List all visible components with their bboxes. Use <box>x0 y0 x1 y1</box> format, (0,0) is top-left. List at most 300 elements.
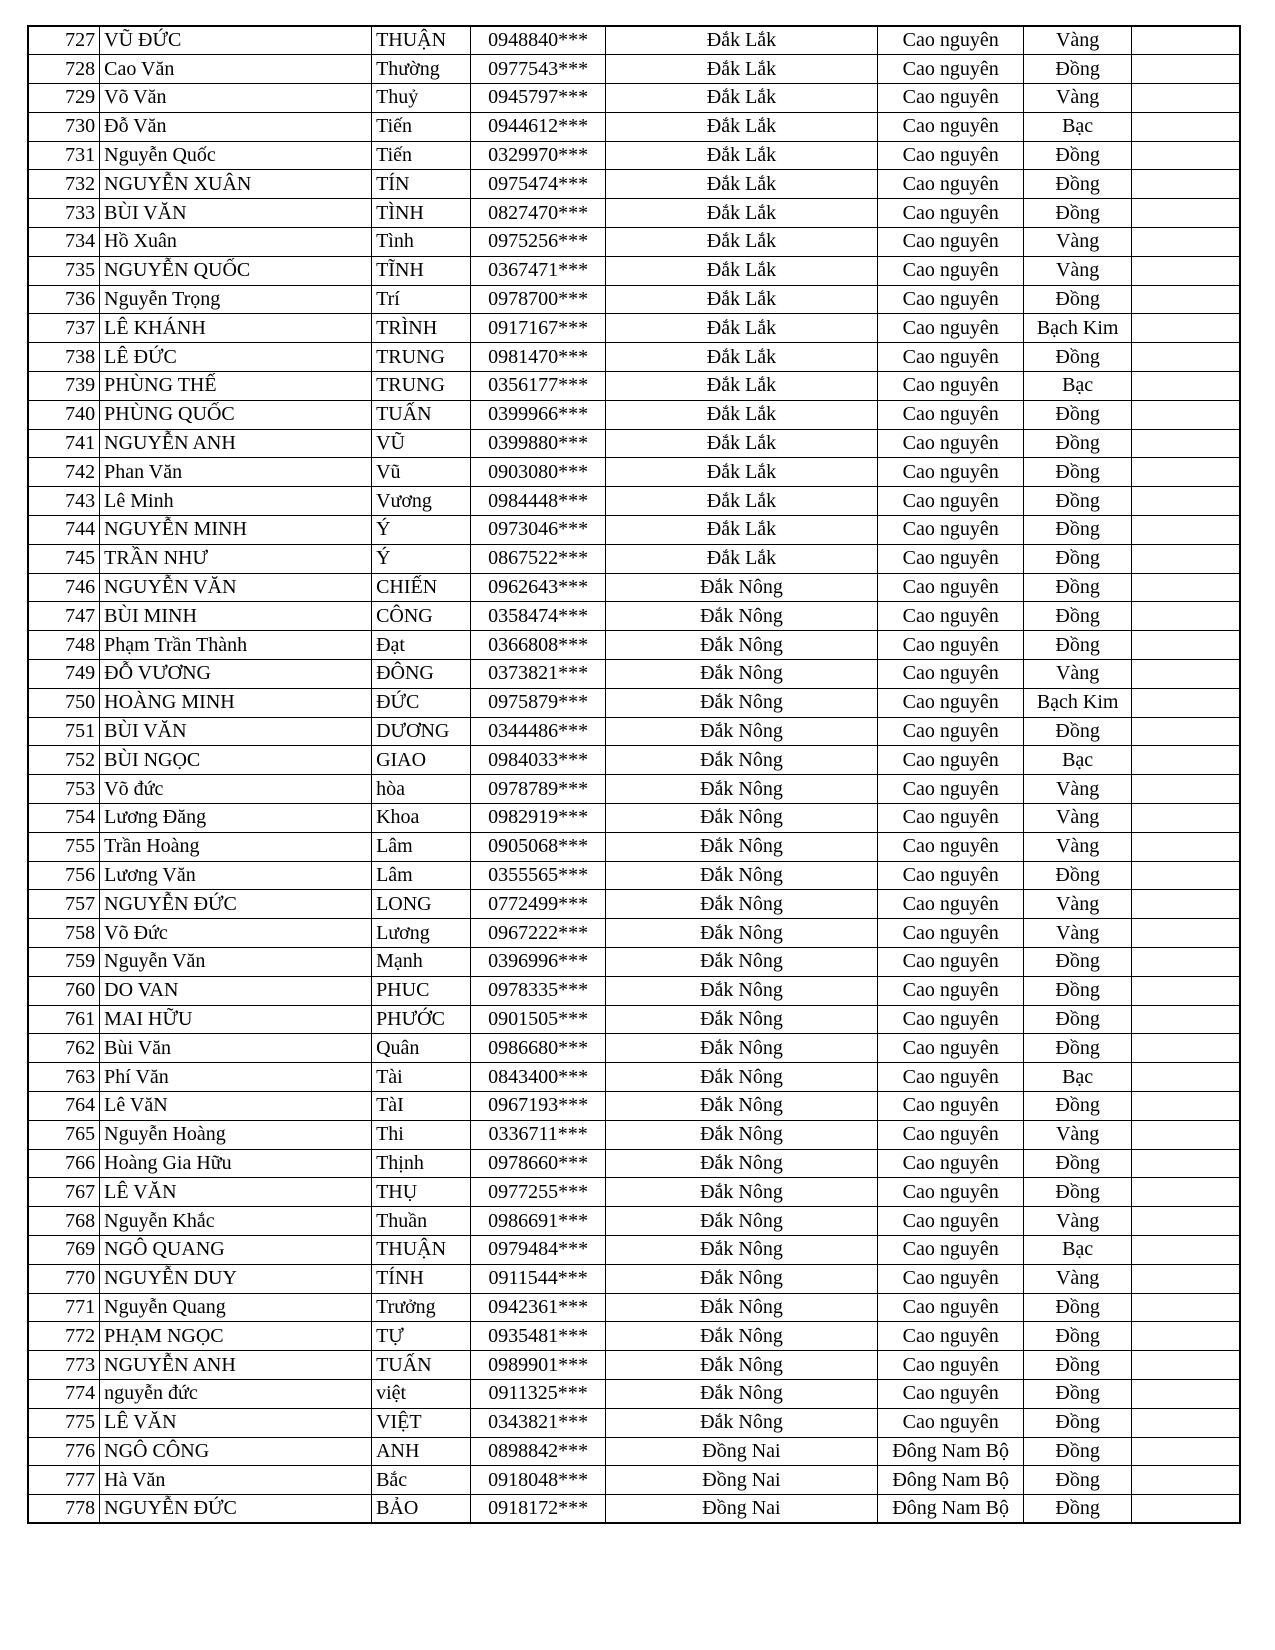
rank-cell: Bạc <box>1024 746 1131 775</box>
rank-cell: Vàng <box>1024 1120 1131 1149</box>
rank-cell: Đồng <box>1024 861 1131 890</box>
note-cell <box>1131 228 1240 257</box>
family-middle-name-cell: NGUYỄN XUÂN <box>100 170 372 199</box>
province-cell: Đồng Nai <box>606 1437 878 1466</box>
family-middle-name-cell: PHÙNG QUỐC <box>100 400 372 429</box>
table-row <box>28 746 1240 775</box>
phone-number-cell: 0979484*** <box>471 1235 606 1264</box>
province-cell: Đắk Nông <box>606 1379 878 1408</box>
family-middle-name-cell: VŨ ĐỨC <box>100 26 372 55</box>
phone-number-cell: 0367471*** <box>471 256 606 285</box>
note-cell <box>1131 832 1240 861</box>
family-middle-name-cell: Võ Văn <box>100 84 372 113</box>
given-name-cell: TàI <box>372 1091 471 1120</box>
note-cell <box>1131 1408 1240 1437</box>
province-cell: Đắk Nông <box>606 919 878 948</box>
table-row <box>28 688 1240 717</box>
family-middle-name-cell: TRẦN NHƯ <box>100 544 372 573</box>
note-cell <box>1131 1293 1240 1322</box>
given-name-cell: Thường <box>372 55 471 84</box>
family-middle-name-cell: Nguyễn Trọng <box>100 285 372 314</box>
table-row <box>28 804 1240 833</box>
table-row <box>28 573 1240 602</box>
rank-cell: Bạch Kim <box>1024 688 1131 717</box>
province-cell: Đắk Nông <box>606 1034 878 1063</box>
province-cell: Đắk Nông <box>606 1235 878 1264</box>
table-row <box>28 1005 1240 1034</box>
region-cell: Cao nguyên <box>877 1408 1023 1437</box>
given-name-cell: THUẬN <box>372 1235 471 1264</box>
given-name-cell: Lâm <box>372 861 471 890</box>
province-cell: Đắk Lắk <box>606 26 878 55</box>
note-cell <box>1131 1235 1240 1264</box>
rank-cell: Đồng <box>1024 55 1131 84</box>
table-row <box>28 1495 1240 1524</box>
table-row <box>28 84 1240 113</box>
row-number-cell: 743 <box>28 487 100 516</box>
given-name-cell: Tiến <box>372 141 471 170</box>
given-name-cell: Quân <box>372 1034 471 1063</box>
province-cell: Đắk Lắk <box>606 55 878 84</box>
family-middle-name-cell: Phan Văn <box>100 458 372 487</box>
rank-cell: Đồng <box>1024 1437 1131 1466</box>
phone-number-cell: 0944612*** <box>471 112 606 141</box>
family-middle-name-cell: nguyễn đức <box>100 1379 372 1408</box>
row-number-cell: 753 <box>28 775 100 804</box>
region-cell: Cao nguyên <box>877 199 1023 228</box>
table-row <box>28 602 1240 631</box>
phone-number-cell: 0843400*** <box>471 1063 606 1092</box>
family-middle-name-cell: BÙI NGỌC <box>100 746 372 775</box>
given-name-cell: TÍNH <box>372 1264 471 1293</box>
note-cell <box>1131 1322 1240 1351</box>
phone-number-cell: 0982919*** <box>471 804 606 833</box>
region-cell: Cao nguyên <box>877 660 1023 689</box>
table-row <box>28 1235 1240 1264</box>
family-middle-name-cell: Nguyễn Hoàng <box>100 1120 372 1149</box>
given-name-cell: TÌNH <box>372 199 471 228</box>
phone-number-cell: 0977543*** <box>471 55 606 84</box>
region-cell: Cao nguyên <box>877 372 1023 401</box>
phone-number-cell: 0975256*** <box>471 228 606 257</box>
note-cell <box>1131 1495 1240 1524</box>
phone-number-cell: 0343821*** <box>471 1408 606 1437</box>
table-row <box>28 976 1240 1005</box>
region-cell: Cao nguyên <box>877 256 1023 285</box>
row-number-cell: 761 <box>28 1005 100 1034</box>
rank-cell: Đồng <box>1024 458 1131 487</box>
family-middle-name-cell: Lương Văn <box>100 861 372 890</box>
row-number-cell: 771 <box>28 1293 100 1322</box>
row-number-cell: 766 <box>28 1149 100 1178</box>
given-name-cell: Lâm <box>372 832 471 861</box>
province-cell: Đắk Nông <box>606 688 878 717</box>
family-middle-name-cell: PHẠM NGỌC <box>100 1322 372 1351</box>
region-cell: Cao nguyên <box>877 141 1023 170</box>
row-number-cell: 730 <box>28 112 100 141</box>
given-name-cell: Thuần <box>372 1207 471 1236</box>
note-cell <box>1131 775 1240 804</box>
rank-cell: Vàng <box>1024 660 1131 689</box>
province-cell: Đắk Nông <box>606 775 878 804</box>
family-middle-name-cell: Nguyễn Văn <box>100 948 372 977</box>
note-cell <box>1131 170 1240 199</box>
rank-cell: Đồng <box>1024 1408 1131 1437</box>
province-cell: Đắk Lắk <box>606 400 878 429</box>
phone-number-cell: 0962643*** <box>471 573 606 602</box>
region-cell: Cao nguyên <box>877 919 1023 948</box>
province-cell: Đắk Nông <box>606 1091 878 1120</box>
note-cell <box>1131 1437 1240 1466</box>
row-number-cell: 767 <box>28 1178 100 1207</box>
row-number-cell: 750 <box>28 688 100 717</box>
table-row <box>28 429 1240 458</box>
phone-number-cell: 0827470*** <box>471 199 606 228</box>
region-cell: Cao nguyên <box>877 170 1023 199</box>
region-cell: Cao nguyên <box>877 84 1023 113</box>
note-cell <box>1131 919 1240 948</box>
phone-number-cell: 0399880*** <box>471 429 606 458</box>
region-cell: Đông Nam Bộ <box>877 1466 1023 1495</box>
row-number-cell: 747 <box>28 602 100 631</box>
phone-number-cell: 0975879*** <box>471 688 606 717</box>
region-cell: Cao nguyên <box>877 948 1023 977</box>
table-row <box>28 1437 1240 1466</box>
province-cell: Đắk Nông <box>606 573 878 602</box>
row-number-cell: 731 <box>28 141 100 170</box>
province-cell: Đắk Nông <box>606 631 878 660</box>
family-middle-name-cell: Phí Văn <box>100 1063 372 1092</box>
province-cell: Đắk Nông <box>606 1149 878 1178</box>
note-cell <box>1131 314 1240 343</box>
region-cell: Cao nguyên <box>877 1293 1023 1322</box>
province-cell: Đắk Nông <box>606 660 878 689</box>
rank-cell: Đồng <box>1024 602 1131 631</box>
table-row <box>28 717 1240 746</box>
region-cell: Cao nguyên <box>877 1207 1023 1236</box>
region-cell: Cao nguyên <box>877 55 1023 84</box>
given-name-cell: Thịnh <box>372 1149 471 1178</box>
family-middle-name-cell: HOÀNG MINH <box>100 688 372 717</box>
region-cell: Cao nguyên <box>877 1379 1023 1408</box>
given-name-cell: Thuỷ <box>372 84 471 113</box>
province-cell: Đắk Lắk <box>606 314 878 343</box>
given-name-cell: DƯƠNG <box>372 717 471 746</box>
row-number-cell: 751 <box>28 717 100 746</box>
region-cell: Cao nguyên <box>877 861 1023 890</box>
table-row <box>28 55 1240 84</box>
table-row <box>28 1408 1240 1437</box>
province-cell: Đắk Nông <box>606 1264 878 1293</box>
table-row <box>28 1351 1240 1380</box>
rank-cell: Đồng <box>1024 1293 1131 1322</box>
note-cell <box>1131 602 1240 631</box>
region-cell: Cao nguyên <box>877 631 1023 660</box>
region-cell: Cao nguyên <box>877 602 1023 631</box>
rank-cell: Vàng <box>1024 890 1131 919</box>
family-middle-name-cell: MAI HỮU <box>100 1005 372 1034</box>
province-cell: Đắk Nông <box>606 717 878 746</box>
given-name-cell: Tiến <box>372 112 471 141</box>
note-cell <box>1131 631 1240 660</box>
province-cell: Đắk Nông <box>606 1178 878 1207</box>
family-middle-name-cell: NGUYỄN ANH <box>100 1351 372 1380</box>
phone-number-cell: 0989901*** <box>471 1351 606 1380</box>
table-row <box>28 1293 1240 1322</box>
given-name-cell: THUẬN <box>372 26 471 55</box>
note-cell <box>1131 1063 1240 1092</box>
phone-number-cell: 0772499*** <box>471 890 606 919</box>
rank-cell: Vàng <box>1024 228 1131 257</box>
row-number-cell: 763 <box>28 1063 100 1092</box>
note-cell <box>1131 573 1240 602</box>
region-cell: Đông Nam Bộ <box>877 1437 1023 1466</box>
region-cell: Cao nguyên <box>877 343 1023 372</box>
table-row <box>28 343 1240 372</box>
row-number-cell: 759 <box>28 948 100 977</box>
region-cell: Cao nguyên <box>877 976 1023 1005</box>
region-cell: Cao nguyên <box>877 1235 1023 1264</box>
province-cell: Đắk Lắk <box>606 256 878 285</box>
note-cell <box>1131 26 1240 55</box>
given-name-cell: Bắc <box>372 1466 471 1495</box>
phone-number-cell: 0978700*** <box>471 285 606 314</box>
table-row <box>28 26 1240 55</box>
given-name-cell: Khoa <box>372 804 471 833</box>
region-cell: Cao nguyên <box>877 1178 1023 1207</box>
province-cell: Đắk Nông <box>606 976 878 1005</box>
given-name-cell: Ý <box>372 544 471 573</box>
row-number-cell: 769 <box>28 1235 100 1264</box>
family-middle-name-cell: Lê Minh <box>100 487 372 516</box>
rank-cell: Bạc <box>1024 1063 1131 1092</box>
row-number-cell: 740 <box>28 400 100 429</box>
rank-cell: Đồng <box>1024 1466 1131 1495</box>
family-middle-name-cell: Trần Hoàng <box>100 832 372 861</box>
family-middle-name-cell: NGUYỄN ANH <box>100 429 372 458</box>
rank-cell: Đồng <box>1024 141 1131 170</box>
province-cell: Đắk Nông <box>606 1120 878 1149</box>
table-row <box>28 112 1240 141</box>
row-number-cell: 755 <box>28 832 100 861</box>
row-number-cell: 749 <box>28 660 100 689</box>
region-cell: Cao nguyên <box>877 832 1023 861</box>
note-cell <box>1131 804 1240 833</box>
province-cell: Đắk Lắk <box>606 199 878 228</box>
family-middle-name-cell: BÙI MINH <box>100 602 372 631</box>
rank-cell: Vàng <box>1024 832 1131 861</box>
row-number-cell: 762 <box>28 1034 100 1063</box>
given-name-cell: VIỆT <box>372 1408 471 1437</box>
row-number-cell: 778 <box>28 1495 100 1524</box>
phone-number-cell: 0967193*** <box>471 1091 606 1120</box>
region-cell: Cao nguyên <box>877 804 1023 833</box>
phone-number-cell: 0935481*** <box>471 1322 606 1351</box>
rank-cell: Đồng <box>1024 516 1131 545</box>
note-cell <box>1131 1120 1240 1149</box>
phone-number-cell: 0986691*** <box>471 1207 606 1236</box>
row-number-cell: 772 <box>28 1322 100 1351</box>
given-name-cell: Ý <box>372 516 471 545</box>
phone-number-cell: 0366808*** <box>471 631 606 660</box>
province-cell: Đắk Nông <box>606 861 878 890</box>
region-cell: Cao nguyên <box>877 458 1023 487</box>
province-cell: Đắk Lắk <box>606 84 878 113</box>
row-number-cell: 748 <box>28 631 100 660</box>
phone-number-cell: 0355565*** <box>471 861 606 890</box>
given-name-cell: Trưởng <box>372 1293 471 1322</box>
region-cell: Cao nguyên <box>877 1149 1023 1178</box>
note-cell <box>1131 1091 1240 1120</box>
family-middle-name-cell: BÙI VĂN <box>100 199 372 228</box>
note-cell <box>1131 112 1240 141</box>
rank-cell: Vàng <box>1024 804 1131 833</box>
province-cell: Đắk Nông <box>606 1063 878 1092</box>
table-row <box>28 948 1240 977</box>
row-number-cell: 741 <box>28 429 100 458</box>
row-number-cell: 752 <box>28 746 100 775</box>
rank-cell: Vàng <box>1024 1264 1131 1293</box>
note-cell <box>1131 343 1240 372</box>
note-cell <box>1131 285 1240 314</box>
given-name-cell: Mạnh <box>372 948 471 977</box>
phone-number-cell: 0967222*** <box>471 919 606 948</box>
given-name-cell: THỤ <box>372 1178 471 1207</box>
table-row <box>28 1207 1240 1236</box>
note-cell <box>1131 976 1240 1005</box>
rank-cell: Đồng <box>1024 1379 1131 1408</box>
row-number-cell: 736 <box>28 285 100 314</box>
table-row <box>28 256 1240 285</box>
given-name-cell: TÍN <box>372 170 471 199</box>
family-middle-name-cell: Đỗ Văn <box>100 112 372 141</box>
row-number-cell: 734 <box>28 228 100 257</box>
given-name-cell: ĐỨC <box>372 688 471 717</box>
given-name-cell: CHIẾN <box>372 573 471 602</box>
family-middle-name-cell: Lê VăN <box>100 1091 372 1120</box>
given-name-cell: Trí <box>372 285 471 314</box>
region-cell: Cao nguyên <box>877 1091 1023 1120</box>
province-cell: Đắk Lắk <box>606 228 878 257</box>
rank-cell: Vàng <box>1024 775 1131 804</box>
province-cell: Đắk Nông <box>606 948 878 977</box>
province-cell: Đắk Lắk <box>606 112 878 141</box>
table-row <box>28 1466 1240 1495</box>
row-number-cell: 775 <box>28 1408 100 1437</box>
family-middle-name-cell: NGUYỄN DUY <box>100 1264 372 1293</box>
province-cell: Đắk Nông <box>606 1005 878 1034</box>
note-cell <box>1131 372 1240 401</box>
table-row <box>28 1178 1240 1207</box>
province-cell: Đắk Nông <box>606 832 878 861</box>
region-cell: Cao nguyên <box>877 1034 1023 1063</box>
given-name-cell: TUẤN <box>372 400 471 429</box>
rank-cell: Đồng <box>1024 343 1131 372</box>
given-name-cell: GIAO <box>372 746 471 775</box>
family-middle-name-cell: Lương Đăng <box>100 804 372 833</box>
region-cell: Cao nguyên <box>877 775 1023 804</box>
region-cell: Cao nguyên <box>877 1322 1023 1351</box>
phone-number-cell: 0978335*** <box>471 976 606 1005</box>
rank-cell: Đồng <box>1024 544 1131 573</box>
note-cell <box>1131 717 1240 746</box>
region-cell: Cao nguyên <box>877 285 1023 314</box>
family-middle-name-cell: LÊ VĂN <box>100 1178 372 1207</box>
row-number-cell: 745 <box>28 544 100 573</box>
province-cell: Đắk Lắk <box>606 141 878 170</box>
phone-number-cell: 0336711*** <box>471 1120 606 1149</box>
row-number-cell: 760 <box>28 976 100 1005</box>
rank-cell: Bạc <box>1024 1235 1131 1264</box>
given-name-cell: Vương <box>372 487 471 516</box>
rank-cell: Đồng <box>1024 717 1131 746</box>
row-number-cell: 737 <box>28 314 100 343</box>
phone-number-cell: 0358474*** <box>471 602 606 631</box>
region-cell: Cao nguyên <box>877 1005 1023 1034</box>
province-cell: Đắk Lắk <box>606 544 878 573</box>
table-row <box>28 458 1240 487</box>
phone-number-cell: 0898842*** <box>471 1437 606 1466</box>
table-row <box>28 285 1240 314</box>
table-row <box>28 314 1240 343</box>
table-row <box>28 1264 1240 1293</box>
family-middle-name-cell: LÊ ĐỨC <box>100 343 372 372</box>
given-name-cell: việt <box>372 1379 471 1408</box>
region-cell: Cao nguyên <box>877 1264 1023 1293</box>
table-row <box>28 890 1240 919</box>
phone-number-cell: 0948840*** <box>471 26 606 55</box>
family-middle-name-cell: NGUYỄN QUỐC <box>100 256 372 285</box>
phone-number-cell: 0918048*** <box>471 1466 606 1495</box>
province-cell: Đắk Nông <box>606 1322 878 1351</box>
phone-number-cell: 0981470*** <box>471 343 606 372</box>
rank-cell: Đồng <box>1024 1495 1131 1524</box>
note-cell <box>1131 487 1240 516</box>
table-row <box>28 775 1240 804</box>
family-middle-name-cell: BÙI VĂN <box>100 717 372 746</box>
family-middle-name-cell: Bùi Văn <box>100 1034 372 1063</box>
rank-cell: Đồng <box>1024 1149 1131 1178</box>
region-cell: Cao nguyên <box>877 487 1023 516</box>
region-cell: Cao nguyên <box>877 314 1023 343</box>
row-number-cell: 728 <box>28 55 100 84</box>
province-cell: Đắk Lắk <box>606 170 878 199</box>
rank-cell: Bạch Kim <box>1024 314 1131 343</box>
note-cell <box>1131 1207 1240 1236</box>
province-cell: Đắk Lắk <box>606 285 878 314</box>
family-middle-name-cell: Phạm Trần Thành <box>100 631 372 660</box>
note-cell <box>1131 660 1240 689</box>
region-cell: Cao nguyên <box>877 400 1023 429</box>
rank-cell: Vàng <box>1024 919 1131 948</box>
given-name-cell: LONG <box>372 890 471 919</box>
given-name-cell: PHƯỚC <box>372 1005 471 1034</box>
rank-cell: Đồng <box>1024 631 1131 660</box>
note-cell <box>1131 1149 1240 1178</box>
rank-cell: Đồng <box>1024 199 1131 228</box>
family-middle-name-cell: NGUYỄN MINH <box>100 516 372 545</box>
family-middle-name-cell: NGÔ CÔNG <box>100 1437 372 1466</box>
phone-number-cell: 0986680*** <box>471 1034 606 1063</box>
table-row <box>28 1322 1240 1351</box>
table-row <box>28 1120 1240 1149</box>
note-cell <box>1131 429 1240 458</box>
family-middle-name-cell: ĐỖ VƯƠNG <box>100 660 372 689</box>
phone-number-cell: 0867522*** <box>471 544 606 573</box>
phone-number-cell: 0356177*** <box>471 372 606 401</box>
family-middle-name-cell: NGUYỄN ĐỨC <box>100 1495 372 1524</box>
row-number-cell: 733 <box>28 199 100 228</box>
